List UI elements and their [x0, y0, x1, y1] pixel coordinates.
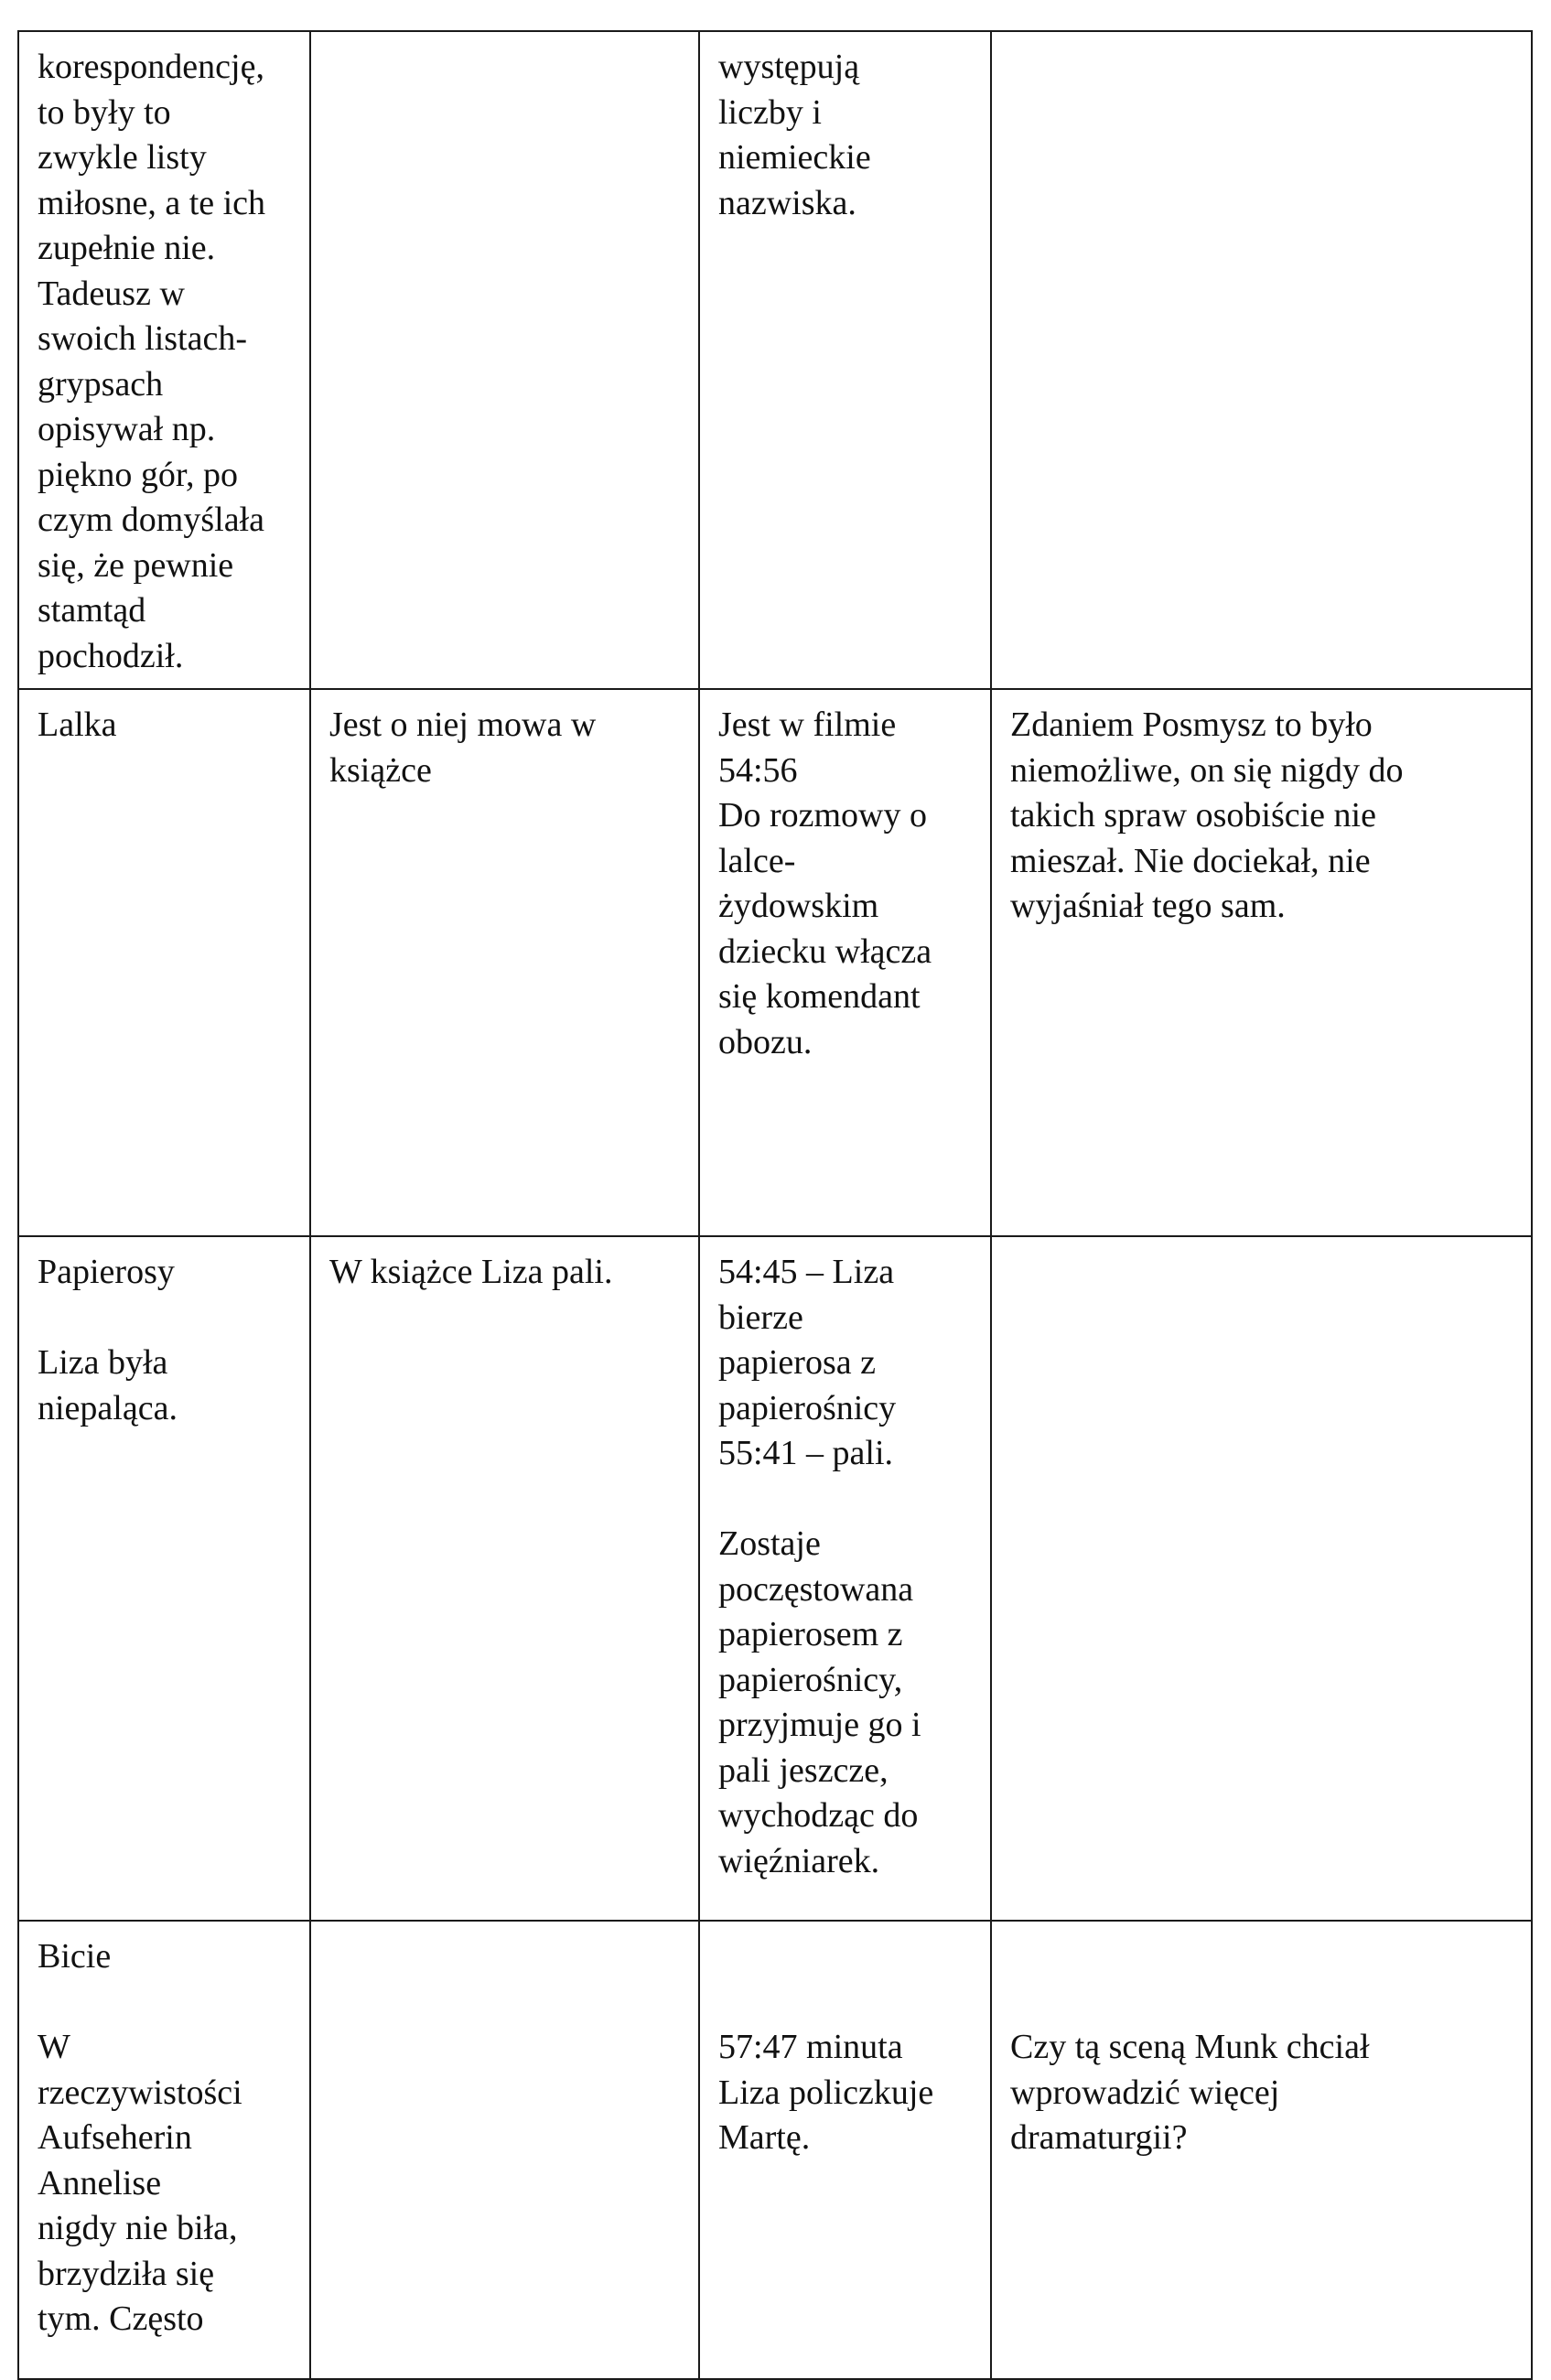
table-cell	[991, 689, 1532, 1236]
cell-text: 54:45 – Liza bierze papierosa z papierośnicy 55:41 – pali. Zostaje poczęstowana papierosem z papierośnicy, przyjmuje go i pali jeszcze, wychodząc do więźniarek.	[718, 1253, 921, 1880]
cell-text: Czy tą sceną Munk chciał wprowadzić więcej dramaturgii?	[1010, 2028, 1370, 2157]
table-cell	[699, 1921, 991, 2379]
table-cell	[310, 689, 699, 1236]
table-row	[18, 1236, 1532, 1921]
table-row	[18, 689, 1532, 1236]
table-cell	[699, 689, 991, 1236]
cell-text: 57:47 minuta Liza policzkuje Martę.	[718, 2028, 934, 2157]
cell-text: Papierosy Liza była niepaląca.	[38, 1253, 178, 1427]
table-cell	[18, 689, 310, 1236]
table-cell	[991, 1236, 1532, 1921]
cell-text: występują liczby i niemieckie nazwiska.	[718, 48, 871, 222]
table-row	[18, 31, 1532, 689]
table-cell	[991, 31, 1532, 689]
cell-text: Bicie W rzeczywistości Aufseherin Annelise nigdy nie biła, brzydziła się tym. Często	[38, 1937, 242, 2338]
table-cell	[18, 1236, 310, 1921]
table-cell	[18, 1921, 310, 2379]
table-row	[18, 1921, 1532, 2379]
table-cell	[310, 31, 699, 689]
table-cell	[699, 31, 991, 689]
table-cell	[699, 1236, 991, 1921]
cell-text: W książce Liza pali.	[329, 1253, 613, 1291]
table-cell	[310, 1921, 699, 2379]
table-cell	[310, 1236, 699, 1921]
table-cell	[18, 31, 310, 689]
cell-text: Zdaniem Posmysz to było niemożliwe, on się nigdy do takich spraw osobiście nie mieszał. Nie dociekał, nie wyjaśniał tego sam.	[1010, 705, 1404, 925]
table-cell	[991, 1921, 1532, 2379]
cell-text: Jest w filmie 54:56 Do rozmowy o lalce- żydowskim dziecku włącza się komendant obozu.	[718, 705, 932, 1061]
cell-text: korespondencję, to były to zwykle listy miłosne, a te ich zupełnie nie. Tadeusz w swoich listach- grypsach opisywał np. piękno gór, po czym domyślała się, że pewnie stamtąd pochodził.	[38, 48, 266, 675]
comparison-table	[17, 30, 1533, 2380]
cell-text: Lalka	[38, 705, 117, 744]
cell-text: Jest o niej mowa w książce	[329, 705, 597, 790]
